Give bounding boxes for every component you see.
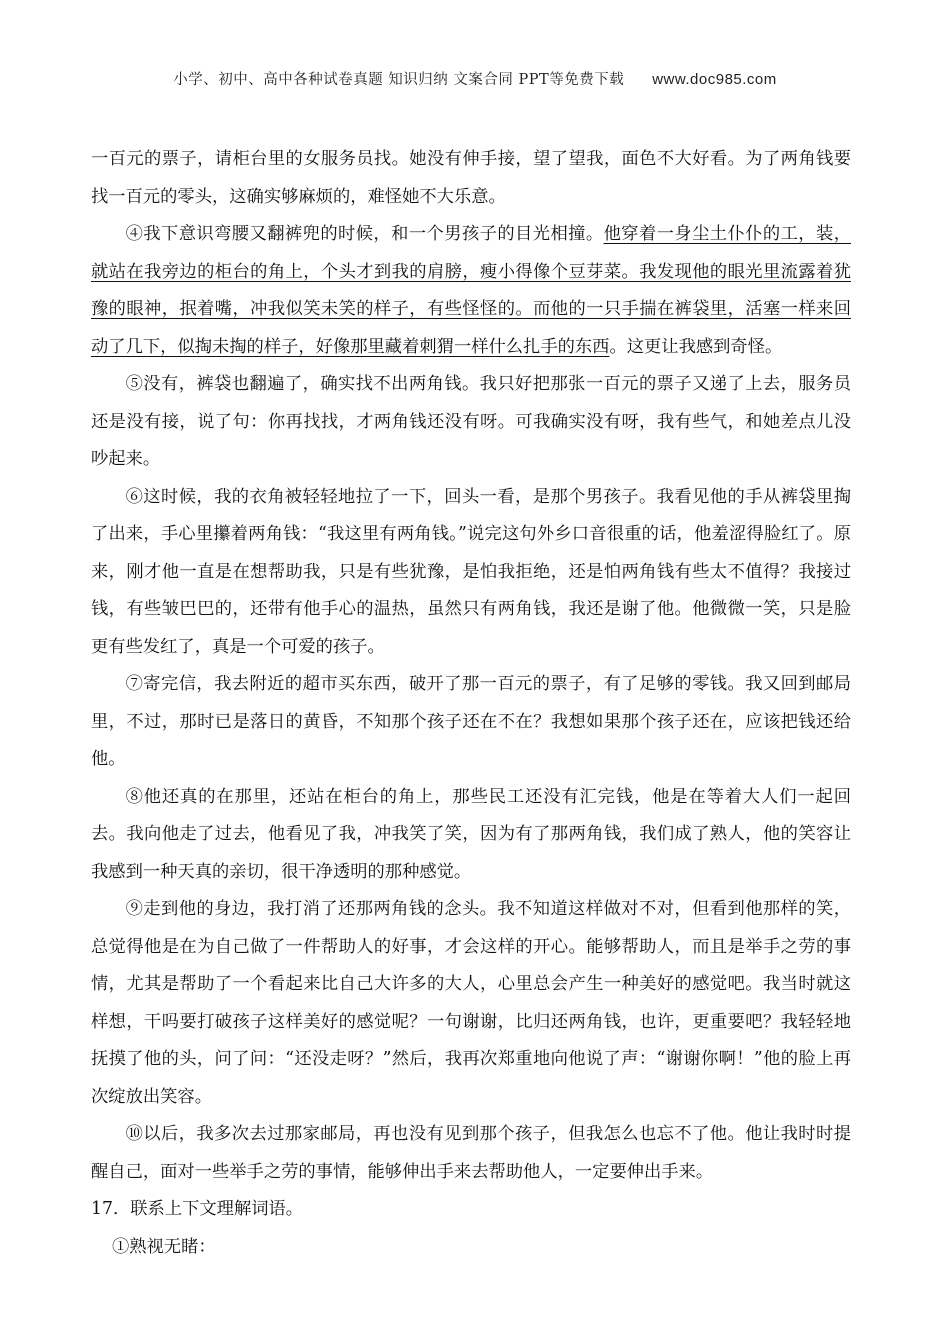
document-body: [91, 141, 851, 1266]
paragraph-6: ⑥这时候，我的衣角被轻轻地拉了一下，回头一看，是那个男孩子。我看见他的手从裤袋里掏了出来，手心里攥着两角钱：“我这里有两角钱。”说完这句外乡口音很重的话，他羞涩得脸红了。原来，刚才他一直是在想帮助我，只是有些犹豫，是怕我拒绝，还是怕两角钱有些太不值得？我接过钱，有些皱巴巴的，还带有他手心的温热，虽然只有两角钱，我还是谢了他。他微微一笑，只是脸更有些发红了，真是一个可爱的孩子。: [91, 486, 851, 657]
paragraph-10: ⑩以后，我多次去过那家邮局，再也没有见到那个孩子，但我怎么也忘不了他。他让我时时提醒自己，面对一些举手之劳的事情，能够伸出手来去帮助他人，一定要伸出手来。: [91, 1124, 851, 1182]
paragraph-4-underlined: 他穿着一身尘土仆仆的工，装，就站在我旁边的柜台的角上，个头才到我的肩膀，瘦小得像个豆芽菜。我发现他的眼光里流露着犹豫的眼神，抿着嘴，冲我似笑未笑的样子，有些怪怪的。而他的一只手揣在裤袋里，活塞一样来回动了几下，似掏未掏的样子，好像那里藏着刺猬一样什么扎手的东西: [91, 224, 851, 357]
paragraph-continued: 一百元的票子，请柜台里的女服务员找。她没有伸手接，望了望我，面色不大好看。为了两角钱要找一百元的零头，这确实够麻烦的，难怪她不大乐意。: [91, 149, 851, 207]
question-17-item-1: ①熟视无睹：: [112, 1236, 216, 1257]
question-17: 17．联系上下文理解词语。: [91, 1199, 304, 1219]
paragraph-4-tail: 。这更让我感到奇怪。: [609, 336, 783, 357]
paragraph-4: [91, 216, 851, 366]
page-header: [0, 68, 950, 89]
paragraph-4-lead: ④我下意识弯腰又翻裤兜的时候，和一个男孩子的目光相撞。: [125, 224, 604, 244]
paragraph-9: ⑨走到他的身边，我打消了还那两角钱的念头。我不知道这样做对不对，但看到他那样的笑，总觉得他是在为自己做了一件帮助人的好事，才会这样的开心。能够帮助人，而且是举手之劳的事情，尤其是帮助了一个看起来比自己大许多的大人，心里总会产生一种美好的感觉吧。我当时就这样想，干吗要打破孩子这样美好的感觉呢？一句谢谢，比归还两角钱，也许，更重要吧？我轻轻地抚摸了他的头，问了问：“还没走呀？”然后，我再次郑重地向他说了声：“谢谢你啊！”他的脸上再次绽放出笑容。: [91, 899, 851, 1107]
header-site-link[interactable]: www.doc985.com: [652, 71, 777, 88]
paragraph-7: ⑦寄完信，我去附近的超市买东西，破开了那一百元的票子，有了足够的零钱。我又回到邮局里，不过，那时已是落日的黄昏，不知那个孩子还在不在？我想如果那个孩子还在，应该把钱还给他。: [91, 674, 851, 769]
header-text: 小学、初中、高中各种试卷真题 知识归纳 文案合同 PPT等免费下载: [173, 72, 625, 88]
paragraph-8: ⑧他还真的在那里，还站在柜台的角上，那些民工还没有汇完钱，他是在等着大人们一起回去。我向他走了过去，他看见了我，冲我笑了笑，因为有了那两角钱，我们成了熟人，他的笑容让我感到一种天真的亲切，很干净透明的那种感觉。: [91, 786, 851, 882]
paragraph-5: ⑤没有，裤袋也翻遍了，确实找不出两角钱。我只好把那张一百元的票子又递了上去，服务员还是没有接，说了句：你再找找，才两角钱还没有呀。可我确实没有呀，我有些气，和她差点儿没吵起来。: [91, 374, 851, 469]
